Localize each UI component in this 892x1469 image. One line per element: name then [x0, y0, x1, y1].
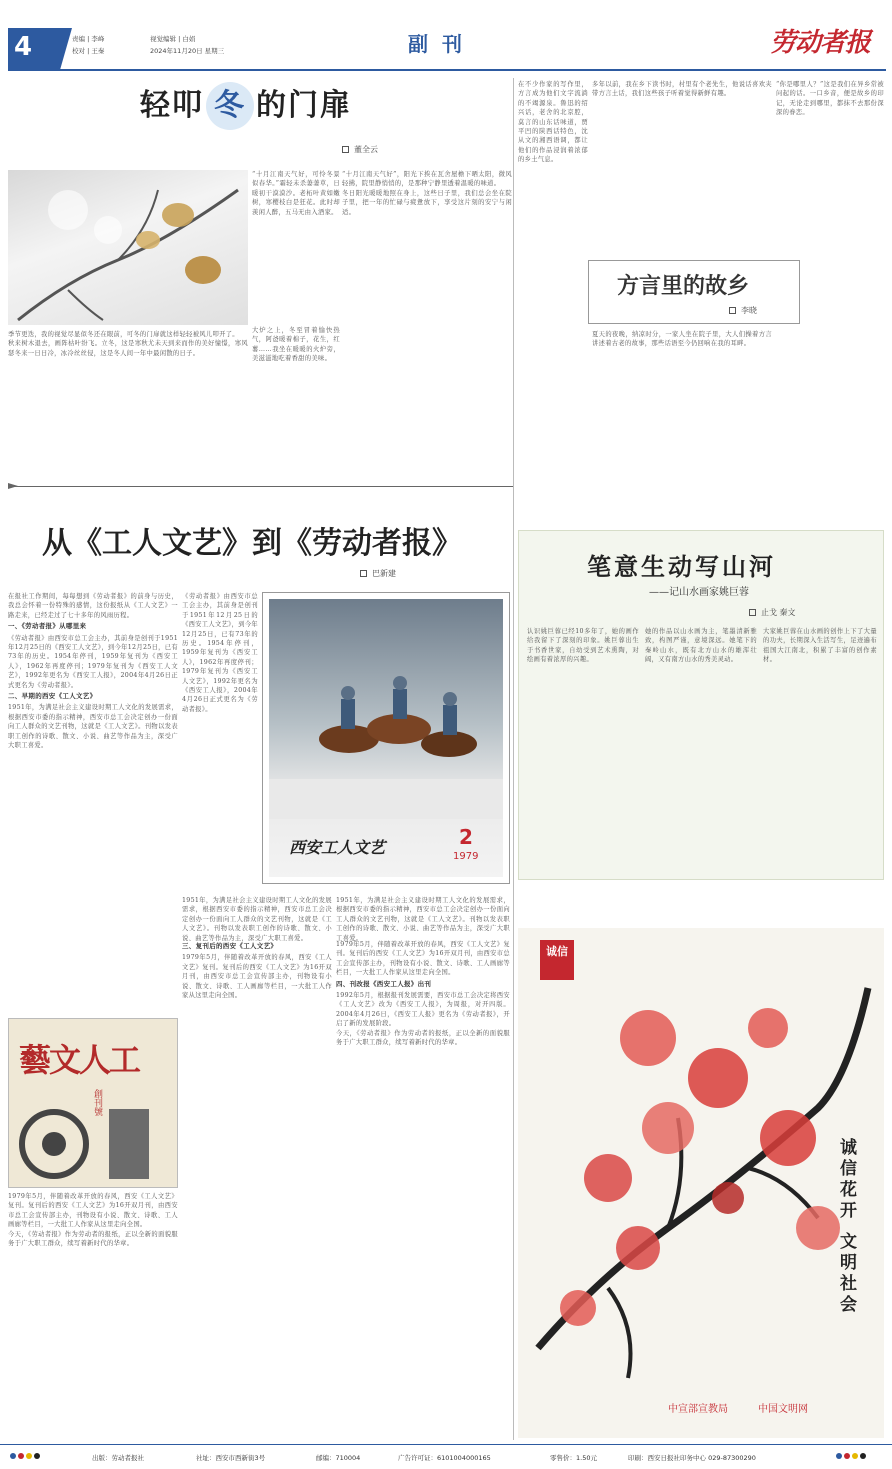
- article3-col3-text: 1951年，为满足社会主义建设时期工人文化的发展需求，根据西安市委的指示精神，西安市总工会决定创办一份面向工人群众的文艺刊物，这就是《工人文艺》。刊物以发表职工创作的诗歌、散文、小说、曲艺等作品为主，深受广大职工喜爱。: [182, 897, 332, 942]
- article3-title: 从《工人文艺》到《劳动者报》: [42, 526, 462, 561]
- cover-riders-illustration: [269, 619, 503, 819]
- article2-col2: [592, 80, 772, 255]
- visual-label: 视觉编辑: [150, 35, 176, 43]
- article1-p4: 大炉之上，冬至冒着愉快热气，阿爸暖着棉子，花生，红薯……我坐在暖暖的火炉旁，美滋滋地吃着香甜的美味。: [252, 327, 340, 363]
- article3-sec2-title: 二、早期的西安《工人文艺》: [8, 692, 97, 701]
- section-divider: [8, 486, 513, 487]
- cover1-title: 西安工人文艺: [289, 838, 386, 857]
- article3-col7: [336, 940, 510, 1435]
- issue-date: 2024年11月20日 星期三: [150, 47, 225, 55]
- editor-credit: 责编 | 李峰: [72, 35, 105, 43]
- cover2-title: 藝文人工: [19, 1041, 140, 1079]
- article3-col5: [8, 1192, 178, 1432]
- article4-author: 止戈 秦文: [761, 608, 796, 617]
- visual-name: 白娟: [182, 35, 196, 43]
- footer-postcode: 邮编：710004: [316, 1454, 361, 1462]
- plum-blossom-illustration: [518, 928, 884, 1438]
- article4-subtitle: ——记山水画家姚巨蓉: [649, 587, 749, 598]
- cover2-subtitle: 創刊號: [92, 1089, 102, 1116]
- footer-license: 广告许可证：6101004000165: [398, 1454, 491, 1462]
- article2-p2: 多年以前，我在乡下读书时，村里有个老先生，他说话喜欢夹带方言土话，我们这些孩子听着觉得新鲜有趣。: [592, 81, 772, 98]
- article3-byline: [360, 568, 396, 579]
- article3-col4: [336, 896, 510, 942]
- article3-col1: [8, 592, 178, 1012]
- header-rule: [8, 69, 886, 71]
- proof-label: 校对: [72, 47, 85, 55]
- public-service-poster: [518, 928, 884, 1438]
- footer-printer: 印刷：西安日报社印务中心 029-87300290: [628, 1454, 756, 1462]
- article1-byline: [342, 144, 378, 155]
- article4-title: 笔意生动写山河: [587, 552, 776, 581]
- cover1-issue: 2: [459, 825, 473, 849]
- page-number: 4: [8, 28, 60, 70]
- article4-box: [518, 530, 884, 880]
- article2-p4: “你是哪里人？”这是我们在异乡常被问起的话。一口乡音，便是故乡的印记，无论走到哪里，都抹不去那份深深的眷恋。: [776, 81, 884, 117]
- footer-dots-left: [10, 1453, 42, 1461]
- poster-seal: 诚信: [540, 940, 574, 980]
- visual-credit: 视觉编辑 | 白娟: [150, 35, 196, 43]
- article3-sec4-text: 1992年5月，根据报刊发展需要，西安市总工会决定将西安《工人文艺》改为《西安工人报》，为周报，对开四版。2004年4月26日，《西安工人报》更名为《劳动者报》，开启了新的发展阶段。: [336, 992, 510, 1028]
- article2-col4: [776, 80, 884, 480]
- article2-p3: 夏天的夜晚，纳凉时分，一家人坐在院子里，大人们操着方言讲述着古老的故事，那些话语至今仍回响在我的耳畔。: [592, 331, 772, 348]
- article1-p1: 季节更迭，我的视觉尽显似冬还在眼前，可冬的门扉就这样轻轻被风儿叩开了。: [8, 331, 239, 338]
- article4-col1: [527, 627, 639, 875]
- title-part-post: 的门扉: [256, 88, 352, 123]
- column-divider: [513, 78, 514, 1440]
- article3-sec3-text-a: 1979年5月，伴随着改革开放的春风，西安《工人文艺》复刊。复刊后的西安《工人文艺》为16开双月刊，由西安市总工会宣传部主办，刊物设有小说、散文、诗歌、工人画廊等栏目，一大批工人作家从这里走向全国。: [8, 1193, 178, 1229]
- article1-col2: [252, 170, 340, 320]
- article1-col3: [252, 326, 340, 481]
- article3-col4-text: 1951年，为满足社会主义建设时期工人文化的发展需求，根据西安市委的指示精神，西安市总工会决定创办一份面向工人群众的文艺刊物，这就是《工人文艺》。刊物以发表职工创作的诗歌、散文、小说、曲艺等作品为主，深受广大职工喜爱。: [336, 897, 510, 942]
- article1-p3: “十月江南天气好，可怜冬景似春华。”霜轻未杀萋萋草，日暖初干漠漠沙。老柘叶黄如嫩树，寒樱枝白是狂花。此时却羡闲人醉，五马无由入酒家。: [252, 171, 340, 216]
- title-mark: 冬: [206, 82, 254, 130]
- article2-col3: [592, 330, 772, 480]
- article2-title-box: [588, 260, 800, 324]
- editor-name: 李峰: [91, 35, 105, 43]
- article3-closing-a: 今天，《劳动者报》作为劳动者的报纸，正以全新的面貌服务于广大职工群众，续写着新时代的华章。: [8, 1230, 178, 1248]
- article2-byline: [729, 305, 757, 316]
- article1-p2: 秋来树木退去，画阵枯叶纷飞。立冬，这是寒秋尤未天到来而作的美好憧憬，寒风瑟冬来一日日冷，冰冷丝丝侵，这是冬人间一年中最闲散的日子。: [8, 340, 248, 357]
- poster-org1: 中宣部宣教局: [668, 1404, 728, 1415]
- article4-p1: 认识姚巨蓉已经10多年了，她的画作给我留下了深刻的印象。姚巨蓉出生于书香世家，自幼受到艺术熏陶，对绘画有着浓厚的兴趣。: [527, 628, 639, 664]
- title-part-pre: 轻叩: [140, 88, 204, 123]
- article3-col2: [182, 592, 258, 892]
- footer-price: 零售价：1.50元: [550, 1454, 597, 1462]
- winter-branch-illustration: [8, 170, 248, 325]
- article3-sec3-title: 三、复刊后的西安《工人文艺》: [182, 942, 278, 950]
- article3-author: 巴新建: [372, 569, 396, 578]
- article2-col1: [518, 80, 588, 480]
- article4-p3: 大家姚巨蓉在山水画的创作上下了大量的功夫，长期深入生活写生，足迹遍布祖国大江南北，积累了丰富的创作素材。: [763, 628, 877, 664]
- article3-sec1-title: 一、《劳动者报》从哪里来: [8, 622, 87, 631]
- page-header: [0, 0, 892, 70]
- magazine-cover-first-issue: [8, 1018, 178, 1188]
- cover-artwork: [269, 599, 503, 877]
- article3-col2-text: 《劳动者报》由西安市总工会主办，其前身是创刊于1951年12月25日的《西安工人文艺》，到今年12月25日，已有73年的历史。1954年停刊，1959年复刊为《西安工人》，1962年再度停刊；1979年复刊为《西安工人文艺》，1992年更名为《西安工人报》，2004年4月26日正式更名为《劳动者报》。: [182, 593, 259, 713]
- article1-author: 董全云: [354, 145, 378, 154]
- footer-address: 社址：西安市西新街3号: [196, 1454, 266, 1462]
- article3-intro: 在报社工作期间，每每想到《劳动者报》的前身与历史，我总会怀着一份特殊的感情，这份报纸从《工人文艺》一路走来，已经走过了七十多年的风雨历程。: [8, 593, 178, 619]
- article2-title: 方言里的故乡: [617, 273, 750, 299]
- article3-sec2-text: 1951年，为满足社会主义建设时期工人文化的发展需求，根据西安市委的指示精神，西安市总工会决定创办一份面向工人群众的文艺刊物，这就是《工人文艺》。刊物以发表职工创作的诗歌、散文、小说、曲艺等作品为主，深受广大职工喜爱。: [8, 704, 178, 750]
- article1-col1: [8, 330, 248, 480]
- article4-col2: [645, 627, 757, 875]
- article3-sec3-text: 1979年5月，伴随着改革开放的春风，西安《工人文艺》复刊。复刊后的西安《工人文艺》为16开双月刊，由西安市总工会宣传部主办，刊物设有小说、散文、诗歌、工人画廊等栏目，一大批工人作家从这里走向全国。: [182, 954, 332, 1000]
- winter-branch-photo: [8, 170, 248, 325]
- cover2-gear-illustration: [9, 1099, 179, 1199]
- section-name: 副刊: [408, 32, 476, 56]
- article4-col3: [763, 627, 877, 875]
- footer-dots-right: [836, 1453, 868, 1461]
- article2-author: 李晓: [741, 306, 757, 315]
- footer-publisher: 出版：劳动者报社: [92, 1454, 144, 1462]
- article1-title: [140, 80, 352, 130]
- article4-p2: 她的作品以山水画为主，笔墨清新雅致，构图严谨，意境深远。她笔下的秦岭山水，既有北方山水的雄浑壮阔，又有南方山水的秀美灵动。: [645, 628, 757, 664]
- editor-label: 责编: [72, 35, 85, 43]
- article3-closing: 今天，《劳动者报》作为劳动者的报纸，正以全新的面貌服务于广大职工群众，续写着新时代的华章。: [336, 1029, 510, 1047]
- article2-p1: 在不少作家的写作里，方言成为他们文字流淌的不竭源泉。鲁迅的绍兴话，老舍的北京腔，莫言的山东话味道，贾平凹的陕西话特色，沈从文的湘西语调，都让他们的作品浸润着浓郁的乡土气息。: [518, 81, 588, 164]
- article3-sec3-text-b: 1979年5月，伴随着改革开放的春风，西安《工人文艺》复刊。复刊后的西安《工人文艺》为16开双月刊，由西安市总工会宣传部主办，刊物设有小说、散文、诗歌、工人画廊等栏目，一大批工人作家从这里走向全国。: [336, 941, 510, 977]
- proof-credit: 校对 | 王秦: [72, 47, 105, 55]
- poster-org2: 中国文明网: [758, 1404, 808, 1415]
- page-footer: [0, 1444, 892, 1469]
- article3-sec1-text: 《劳动者报》由西安市总工会主办，其前身是创刊于1951年12月25日的《西安工人文艺》，到今年12月25日，已有73年的历史。1954年停刊，1959年复刊为《西安工人》，1962年再度停刊；1979年复刊为《西安工人文艺》，1992年更名为《西安工人报》，2004年4月26日正式更名为《劳动者报》。: [8, 634, 178, 689]
- article3-sec4-title: 四、刊改报《西安工人报》出刊: [336, 979, 432, 988]
- article1-col4: [342, 170, 512, 480]
- proof-name: 王秦: [91, 47, 105, 55]
- article1-p5: “十月江南天气好”，阳光下挨在瓦舍屋檐下晒太阳，微风轻拂，院里静悄悄的，是那种宁静里透着温暖的味道。: [342, 171, 512, 188]
- masthead-logo: 劳动者报: [770, 28, 871, 58]
- cover1-year: 1979: [453, 851, 479, 862]
- poster-slogan: 诚信花开 文明社会: [836, 1138, 856, 1316]
- magazine-cover-1979: [262, 592, 510, 884]
- article1-p6: 冬日阳光暖暖地照在身上，这些日子里，我们总会坐在院子里，把一年的忙碌与疲惫放下，享受这片刻的安宁与闲适。: [342, 189, 512, 216]
- article3-col6: [182, 940, 332, 1435]
- article4-byline: [749, 607, 796, 618]
